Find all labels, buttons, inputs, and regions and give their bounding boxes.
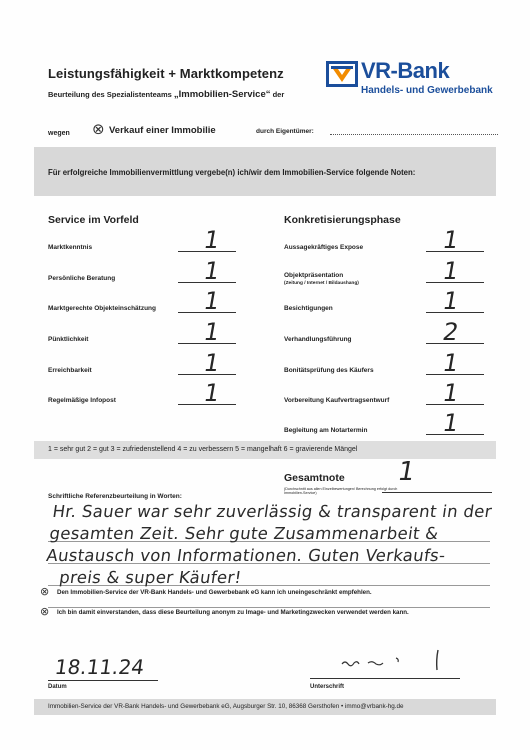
reference-label: Schriftliche Referenzbeurteilung in Worten: [48,493,182,500]
eigentuemer-label: durch Eigentümer: [256,128,314,135]
konkret-item-label: Verhandlungsführung [284,336,352,343]
konkret-grade[interactable]: 2 [440,318,461,346]
konkret-item-label: Vorbereitung Kaufvertragsentwurf [284,397,390,404]
logo-subline: Handels- und Gewerbebank [361,85,493,96]
vr-bank-logo [326,60,496,100]
logo-name: VR-Bank [361,58,450,83]
gesamtnote-grade[interactable]: 1 [395,457,418,487]
konkret-item-label [284,272,359,286]
consent-text: Ich bin damit einverstanden, dass diese Beurteilung anonym zu Image- und Marketingzwecken verwendet werden kann. [57,609,409,616]
recommend-checkbox-crossed[interactable]: ⊗ [40,585,50,598]
service-grade[interactable]: 1 [201,226,222,254]
subtitle-team: „Immobilien-Service“ [173,89,271,100]
konkret-grade[interactable]: 1 [440,257,461,285]
reference-line: gesamten Zeit. Sehr gute Zusammenarbeit & [48,524,440,543]
footer-address: Immobilien-Service der VR-Bank Handels- und Gewerbebank eG, Augsburger Str. 10, 86368 Gersthofen • immo@vrbank-hg.de [48,703,404,710]
service-item-label: Regelmäßige Infopost [48,397,116,404]
wegen-label: wegen [48,130,70,137]
service-item-label: Persönliche Beratung [48,275,116,282]
date-handwritten[interactable]: 18.11.24 [53,655,146,679]
gesamtnote-note: (Durchschnitt aus allen Einzelbewertungen/ Berechnung erfolgt durch Immobilien-Service) [284,487,398,496]
konkret-grade[interactable]: 1 [440,409,461,437]
konkret-item-label: Aussagekräftiges Expose [284,244,364,251]
reference-handwriting[interactable] [42,501,506,589]
service-grade[interactable]: 1 [201,379,222,407]
vr-bank-logo-icon [326,61,358,87]
reference-line: Austausch von Informationen. Guten Verkaufs- [45,546,447,565]
service-grade[interactable]: 1 [201,318,222,346]
subtitle-suffix: der [270,90,285,99]
konkret-grade[interactable]: 1 [440,226,461,254]
eigentuemer-field[interactable] [330,128,498,135]
konkret-item-title: Objektpräsentation [284,272,344,279]
konkret-grade[interactable]: 1 [440,349,461,377]
signature-label: Unterschrift [310,684,345,690]
service-grade[interactable]: 1 [201,349,222,377]
intro-text: Für erfolgreiche Immobilienvermittlung vergebe(n) ich/wir dem Immobilien-Service folgende Noten: [48,168,416,177]
date-label: Datum [48,684,67,690]
konkret-grade[interactable]: 1 [440,379,461,407]
form-subtitle [48,89,284,100]
recommend-text: Den Immobilien-Service der VR-Bank Handels- und Gewerbebank eG kann ich uneingeschränkt empfehlen. [57,589,372,596]
service-item-label: Marktkenntnis [48,244,93,251]
gesamtnote-label: Gesamtnote [284,472,345,484]
konkret-item-note: (Zeitung / Internet / Bildaushang) [284,281,359,286]
form-title: Leistungsfähigkeit + Marktkompetenz [48,66,284,81]
consent-checkbox-crossed[interactable]: ⊗ [40,605,50,618]
service-item-label: Marktgerechte Objekteinschätzung [48,305,156,312]
konkret-heading: Konkretisierungsphase [284,214,401,226]
subtitle-prefix: Beurteilung des Spezialistenteams [48,90,174,99]
konkret-item-label: Besichtigungen [284,305,333,312]
service-item-label: Pünktlichkeit [48,336,89,343]
konkret-item-label: Bonitätsprüfung des Käufers [284,367,374,374]
signature-scribble[interactable] [338,646,458,676]
wegen-value: Verkauf einer Immobilie [109,125,216,136]
wegen-checkbox-crossed[interactable]: ⊗ [92,120,105,138]
gesamtnote-line [382,492,492,493]
date-line [48,680,158,681]
service-heading: Service im Vorfeld [48,214,139,226]
grade-legend: 1 = sehr gut 2 = gut 3 = zufriedenstellend 4 = zu verbessern 5 = mangelhaft 6 = gravierende Mängel [48,446,358,453]
service-grade[interactable]: 1 [201,257,222,285]
service-grade[interactable]: 1 [201,287,222,315]
signature-line [310,678,460,679]
reference-line: preis & super Käufer! [58,568,243,587]
reference-line: Hr. Sauer war sehr zuverlässig & transparent in der [51,502,494,521]
service-item-label: Erreichbarkeit [48,367,92,374]
konkret-item-label: Begleitung am Notartermin [284,427,368,434]
konkret-grade[interactable]: 1 [440,287,461,315]
